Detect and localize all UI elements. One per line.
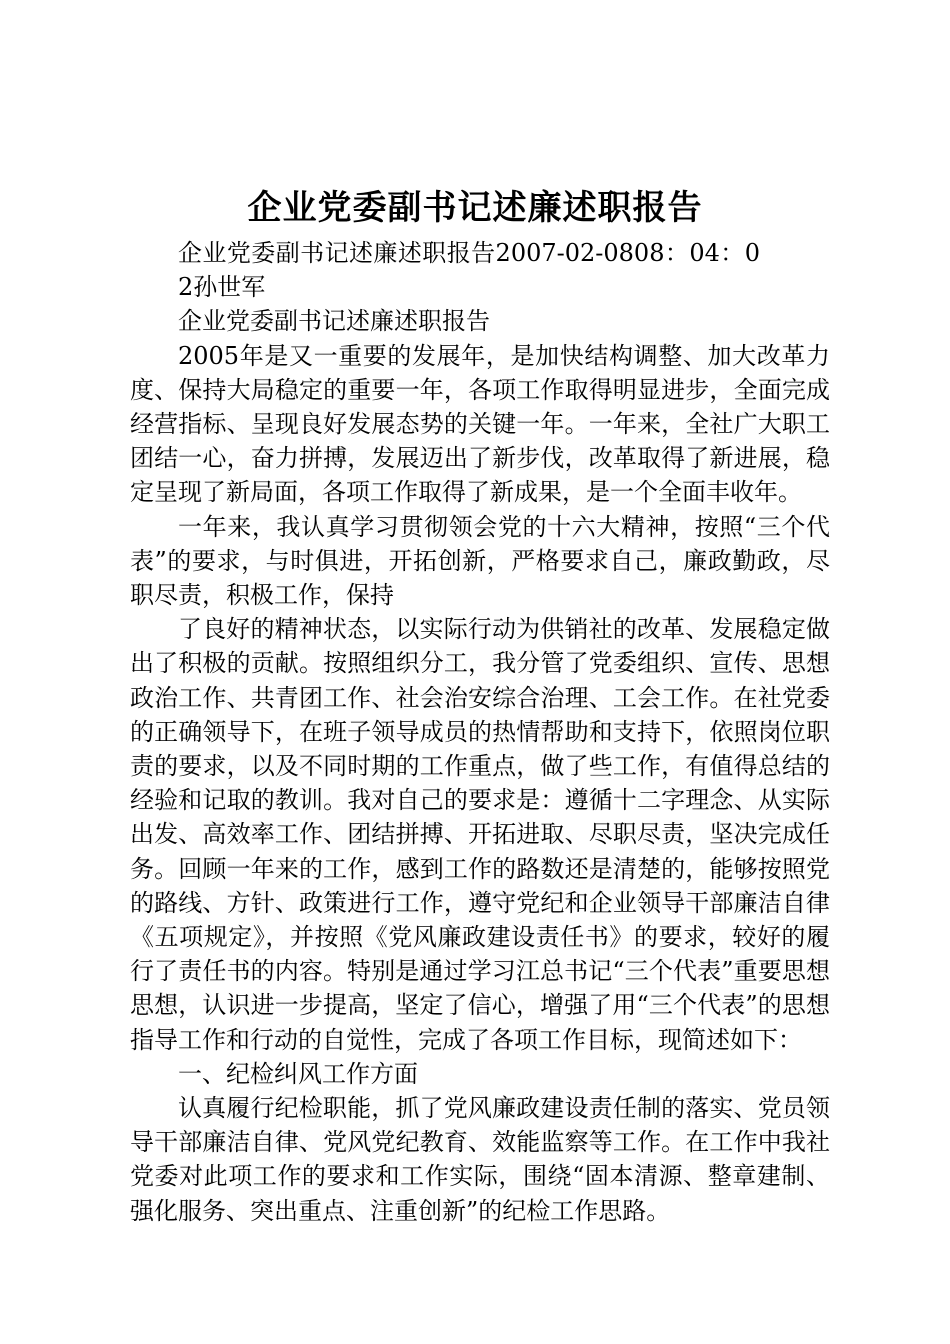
paragraph-work-summary: 了良好的精神状态，以实际行动为供销社的改革、发展稳定做出了积极的贡献。按照组织分工，我分管了党委组织、宣传、思想政治工作、共青团工作、社会治安综合治理、工会工作。在社党委的正确领导下，在班子领导成员的热情帮助和支持下，依照岗位职责的要求，以及不同时期的工作重点，做了些工作，有值得总结的经验和记取的教训。我对自己的要求是：遵循十二字理念、从实际出发、高效率工作、团结拼搏、开拓进取、尽职尽责，坚决完成任务。回顾一年来的工作，感到工作的路数还是清楚的，能够按照党的路线、方针、政策进行工作，遵守党纪和企业领导干部廉洁自律《五项规定》，并按照《党风廉政建设责任书》的要求，较好的履行了责任书的内容。特别是通过学习江总书记“三个代表”重要思想思想，认识进一步提高，坚定了信心，增强了用“三个代表”的思想指导工作和行动的自觉性，完成了各项工作目标，现简述如下： <box>130 615 830 1054</box>
paragraph-discipline: 认真履行纪检职能，抓了党风廉政建设责任制的落实、党员领导干部廉洁自律、党风党纪教育、效能监察等工作。在工作中我社党委对此项工作的要求和工作实际，围绕“固本清源、整章建制、强化服务、突出重点、注重创新”的纪检工作思路。 <box>130 1094 830 1225</box>
document-meta-line: 企业党委副书记述廉述职报告2007-02-0808：04：02孙世军 <box>178 239 760 302</box>
document-title: 企业党委副书记述廉述职报告 <box>247 188 703 228</box>
document-page <box>130 180 830 1228</box>
paragraph-study: 一年来，我认真学习贯彻领会党的十六大精神，按照“三个代表”的要求，与时俱进，开拓创新，严格要求自己，廉政勤政，尽职尽责，积极工作，保持 <box>130 512 830 610</box>
section-heading: 一、纪检纠风工作方面 <box>178 1059 418 1088</box>
document-subtitle: 企业党委副书记述廉述职报告 <box>178 307 490 336</box>
paragraph-intro: 2005年是又一重要的发展年，是加快结构调整、加大改革力度、保持大局稳定的重要一年，各项工作取得明显进步，全面完成经营指标、呈现良好发展态势的关键一年。一年来，全社广大职工团结一心，奋力拼搏，发展迈出了新步伐，改革取得了新进展，稳定呈现了新局面，各项工作取得了新成果，是一个全面丰收年。 <box>130 341 830 507</box>
